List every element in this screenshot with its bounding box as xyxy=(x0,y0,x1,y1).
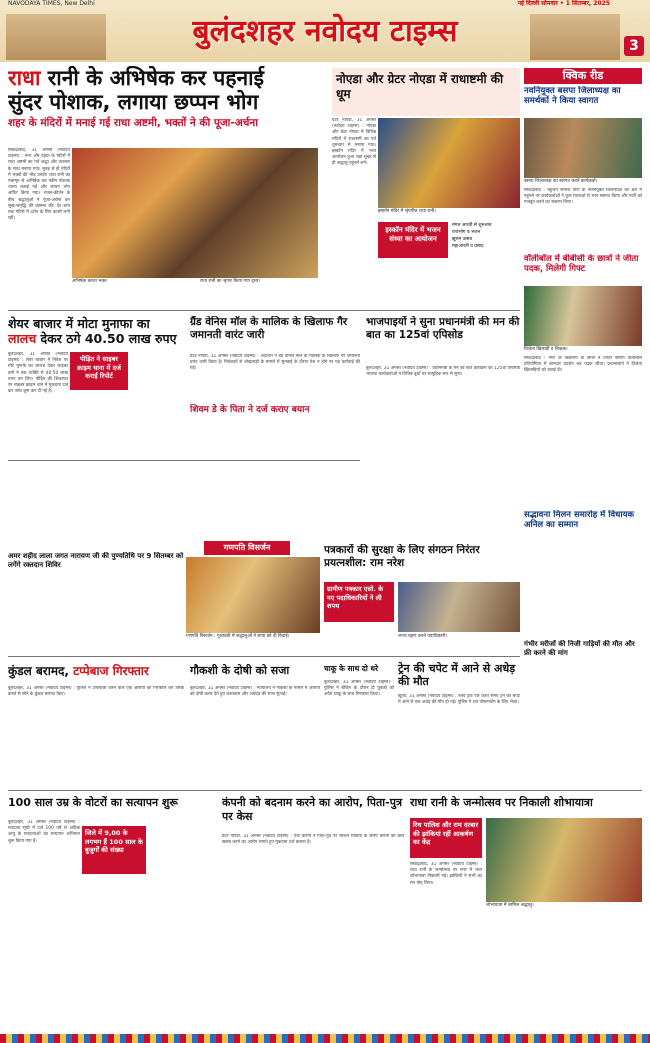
page-footer-strip xyxy=(0,1034,650,1043)
lead-caption-2: राधा रानी का श्रृंगार किया गया दृश्य। xyxy=(200,279,318,285)
sangathan-box: ग्रामीण पत्रकार एसो. के नए पदाधिकारियों ने ली शपथ xyxy=(324,582,394,622)
sangathan-caption: शपथ ग्रहण करते पदाधिकारी। xyxy=(398,634,520,640)
lead-headline-line1: रानी के अभिषेक कर पहनाई xyxy=(47,66,264,90)
volleyball-headline: वॉलीबॉल में बीबीसी के छात्रों ने जीता पदक, मिलेगी गिफ्ट xyxy=(524,254,639,274)
noida-headline: नोएडा और ग्रेटर नोएडा में राधाष्टमी की धूम xyxy=(336,72,504,101)
mann-ki-baat-headline: भाजपाइयों ने सुना प्रधानमंत्री की मन की बात का 125वां एपिसोड xyxy=(366,316,520,341)
masthead-title: बुलंदशहर नवोदय टाइम्स xyxy=(192,14,458,49)
kundal-headline-1: कुंडल बरामद, xyxy=(8,664,69,678)
noida-headline-box xyxy=(332,68,520,116)
issue-date: नई दिल्ली सोमवार • 1 सितम्बर, 2025 xyxy=(517,0,610,7)
share-box: पीड़ित ने साइबर क्राइम थाना में दर्ज कराई रिपोर्ट xyxy=(70,352,128,390)
company-body: ग्रेटर नोएडा, 31 अगस्त (नवोदय टाइम्स) : एक कंपनी ने पिता-पुत्र पर सोशल मीडिया के जरिए कंपनी की छवि खराब करने का आरोप लगाते हुए मुकदमा दर्ज कराया है। xyxy=(222,834,404,846)
chaku-body: बुलंदशहर, 31 अगस्त (नवोदय टाइम्स) : पुलिस ने चेकिंग के दौरान दो युवकों को अवैध चाकू के साथ गिरफ्तार किया। xyxy=(324,680,394,698)
divider xyxy=(8,790,642,791)
noida-point: महाआरती व प्रसाद xyxy=(452,244,484,249)
kundal-headline-2: टप्पेबाज गिरफ्तार xyxy=(73,664,149,678)
shobhayatra-body: सिकंद्राबाद, 31 अगस्त (नवोदय टाइम्स) : राधा रानी के जन्मोत्सव पर नगर में भव्य शोभायात्रा निकाली गई। झांकियों ने सभी का मन मोह लिया। xyxy=(410,862,482,886)
lead-photo xyxy=(72,148,318,278)
kundal-body: बुलंदशहर, 31 अगस्त (नवोदय टाइम्स) : पुलिस ने टप्पेबाजी करने वाले एक आरोपी को गिरफ्तार कर उसके कब्जे से सोने के कुंडल बरामद किए। xyxy=(8,686,184,698)
lead-headline-line2: सुंदर पोशाक, लगाया छप्पन भोग xyxy=(8,90,259,114)
share-headline-red: लालच xyxy=(8,331,37,346)
share-body: बुलंदशहर, 31 अगस्त (नवोदय टाइम्स) : शेयर बाजार में निवेश पर मोटे मुनाफे का लालच देकर साइबर ठगों ने एक व्यक्ति से 40.50 लाख रुपए ठग लिए। पीड़ित की शिकायत पर साइबर क्राइम थाने में मुकदमा दर्ज कर जांच शुरू कर दी गई है। xyxy=(8,352,68,395)
shobhayatra-photo xyxy=(486,818,642,902)
quick-read-caption: बसपा जिलाध्यक्ष का स्वागत करते कार्यकर्ता। xyxy=(524,179,642,185)
train-headline: ट्रेन की चपेट में आने से अधेड़ की मौत xyxy=(398,662,516,688)
quick-read-photo xyxy=(524,118,642,178)
divider xyxy=(8,460,360,461)
noida-point: राजभोग व भजन xyxy=(452,230,481,235)
mall-headline: ग्रैंड वेनिस मॉल के मालिक के खिलाफ गैर जमानती वारंट जारी xyxy=(190,316,348,341)
company-headline: कंपनी को बदनाम करने का आरोप, पिता-पुत्र पर केस xyxy=(222,796,403,823)
volleyball-caption: विजेता खिलाड़ी व शिक्षक। xyxy=(524,347,642,353)
noida-points xyxy=(452,222,520,282)
voters-body: बुलंदशहर, 31 अगस्त (नवोदय टाइम्स) : मतदाता सूची में दर्ज 100 वर्ष से अधिक आयु के मतदाताओं का सत्यापन अभियान शुरू किया गया है। xyxy=(8,820,80,844)
quick-read-body: सिकंद्राबाद : बहुजन समाज पार्टी के नवनियुक्त जिलाध्यक्ष का क्षेत्र में पहुंचने पर कार्यकर्ताओं ने फूल मालाओं से भव्य स्वागत किया और पार्टी को मजबूत करने का संकल्प लिया। xyxy=(524,188,642,206)
divider xyxy=(8,656,520,657)
lead-deck: शहर के मंदिरों में मनाई गई राधा अष्टमी, भक्तों ने की पूजा-अर्चना xyxy=(8,117,258,129)
noida-caption: इस्कॉन मंदिर में श्रृंगारित राधा रानी। xyxy=(378,209,520,215)
lead-caption-1: अभिषेक करता भक्त xyxy=(72,279,192,285)
kundal-headline-block xyxy=(8,664,184,682)
amar-shaheed-headline: अमर शहीद लाला जगत नारायण जी की पुण्यतिथि पर 9 सितम्बर को लगेंगे रक्तदान शिविर xyxy=(8,552,184,569)
gaukashi-headline: गौकशी के दोषी को सजा xyxy=(190,664,290,677)
voters-box: जिले में 9,00 के लगभग हैं 100 साल के बुजुर्गों की संख्या xyxy=(82,826,146,874)
quick-read-headline: नवनियुक्त बसपा जिलाध्यक्ष का समर्थकों ने किया स्वागत xyxy=(524,86,621,106)
volleyball-photo xyxy=(524,286,642,346)
quick-read-label: क्विक रीड xyxy=(524,68,642,84)
divider xyxy=(8,310,520,311)
voters-headline: 100 साल उम्र के वोटरों का सत्यापन शुरू xyxy=(8,796,178,809)
lead-headline-block xyxy=(8,66,320,146)
volleyball-body: सिकंद्राबाद : नगर के विद्यालय के छात्रों ने जिला स्तरीय वॉलीबॉल प्रतियोगिता में शानदार प्रदर्शन कर पदक जीता। प्रधानाचार्य ने विजेता खिलाड़ियों को बधाई दी। xyxy=(524,356,642,374)
shobhayatra-headline: राधा रानी के जन्मोत्सव पर निकाली शोभायात्रा xyxy=(410,796,593,809)
noida-photo xyxy=(378,118,520,208)
sangathan-headline: पत्रकारों की सुरक्षा के लिए संगठन निरंतर प्रयत्नशील: राम नरेश xyxy=(324,544,480,569)
ganpati-label: गणपति विसर्जन xyxy=(204,541,290,555)
samman-headline: सद्भावना मिलन समारोह में विधायक अनिल का सम्मान xyxy=(524,510,635,530)
paper-label: NAVODAYA TIMES, New Delhi xyxy=(8,0,95,7)
share-headline-line2: देकर ठगे 40.50 लाख रुपए xyxy=(40,331,177,346)
ganpati-photo-1 xyxy=(186,557,320,633)
mann-ki-baat-body: बुलंदशहर, 31 अगस्त (नवोदय टाइम्स) : प्रधानमंत्री के मन की बात कार्यक्रम का 125वां एपिसोड भाजपा कार्यकर्ताओं ने विभिन्न बूथों पर सामूहिक रूप से सुना। xyxy=(366,366,520,378)
samman-sub: गंभीर मरीजों की निजी गाड़ियों की मौत और फ्री करने की मांग xyxy=(524,640,635,657)
sangathan-photo xyxy=(398,582,520,632)
ganpati-caption: गणपति विसर्जन : गुलावठी में श्रद्धालुओं ने बप्पा को दी विदाई। xyxy=(186,634,320,640)
noida-point: झूलन उत्सव xyxy=(452,237,473,242)
shobhayatra-box: रिथ पालिश और राम दरबार की झांकियां रहीं आकर्षण का केंद्र xyxy=(410,818,482,858)
page-number: 3 xyxy=(624,36,644,56)
lead-body: सिकंद्राबाद, 31 अगस्त (नवोदय टाइम्स) : नगर और देहात के मंदिरों में राधा अष्टमी का पर्व श्रद्धा और उल्लास के साथ मनाया गया। सुबह से ही मंदिरों में भक्तों की भीड़ उमड़ी। राधा रानी का पंचामृत से अभिषेक कर नवीन पोशाक धारण कराई गई और छप्पन भोग अर्पित किया गया। भजन-कीर्तन के बीच श्रद्धालुओं ने पूजा-अर्चना कर सुख-समृद्धि की कामना की। देर शाम तक मंदिरों में दर्शन के लिए कतारें लगी रहीं। xyxy=(8,148,70,222)
shobhayatra-caption: शोभायात्रा में शामिल श्रद्धालु। xyxy=(486,903,642,909)
noida-point: मंगल आरती से शुरुआत xyxy=(452,223,492,228)
mall-sub-headline: शिवम डे के पिता ने दर्ज कराए बयान xyxy=(190,405,310,415)
share-headline-line1: शेयर बाजार में मोटा मुनाफा का xyxy=(8,316,150,331)
masthead xyxy=(0,0,650,62)
gaukashi-body: बुलंदशहर, 31 अगस्त (नवोदय टाइम्स) : न्यायालय ने गौकशी के मामले में आरोपी को दोषी करार देते हुए कारावास और अर्थदंड की सजा सुनाई। xyxy=(190,686,320,698)
mall-body: ग्रेटर नोएडा, 31 अगस्त (नवोदय टाइम्स) : अदालत ने ग्रैंड वेनिस मॉल के मालिक के खिलाफ गैर जमानती वारंट जारी किया है। निवेशकों से धोखाधड़ी के मामले में सुनवाई के दौरान पेश न होने पर यह कार्रवाई की गई। xyxy=(190,354,360,372)
lead-headline-red: राधा xyxy=(8,66,41,90)
noida-body: ग्रेटर नोएडा, 31 अगस्त (नवोदय टाइम्स) : नोएडा और ग्रेटर नोएडा में विभिन्न मंदिरों में राधाष्टमी का पर्व धूमधाम से मनाया गया। इस्कॉन मंदिर में भव्य आयोजन हुआ जहां सुबह से ही श्रद्धालु पहुंचने लगे। xyxy=(332,118,376,167)
noida-box-title: इस्कॉन मंदिर में भजन संध्या का आयोजन xyxy=(378,222,448,258)
chaku-headline: चाकू के साथ दो धरे xyxy=(324,664,379,673)
train-body: खुर्जा, 31 अगस्त (नवोदय टाइम्स) : रेलवे ट्रैक पार करते समय ट्रेन की चपेट में आने से एक अधेड़ की मौत हो गई। पुलिस ने शव पोस्टमार्टम के लिए भेजा। xyxy=(398,694,520,706)
